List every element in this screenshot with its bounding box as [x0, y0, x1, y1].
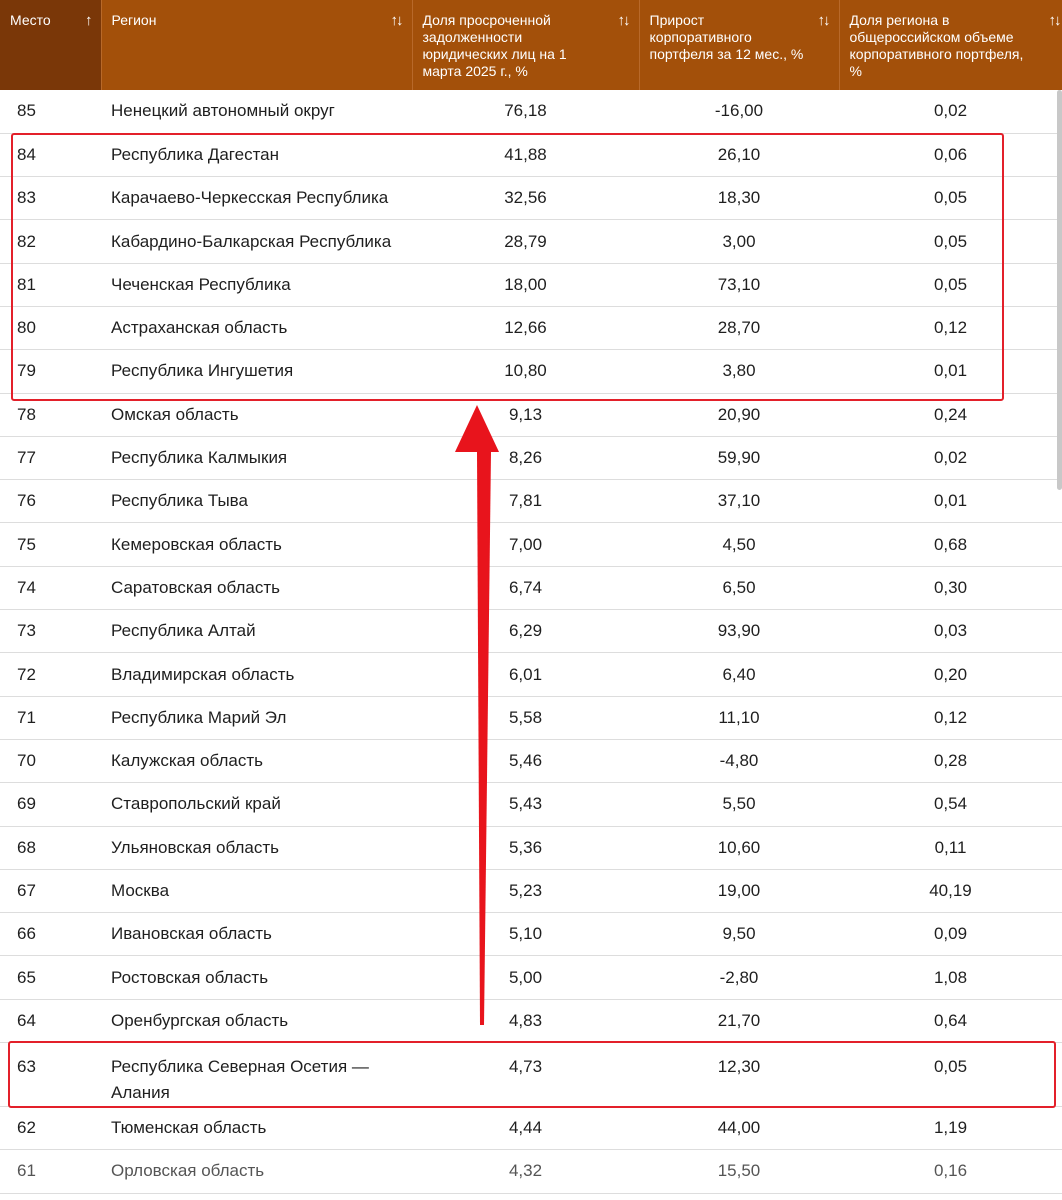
region-cell: Республика Северная Осетия — Алания — [101, 1043, 412, 1107]
share-cell: 0,64 — [839, 999, 1062, 1042]
rank-cell: 63 — [0, 1043, 101, 1107]
rank-cell: 64 — [0, 999, 101, 1042]
overdue-cell: 6,74 — [412, 566, 639, 609]
overdue-cell: 4,32 — [412, 1150, 639, 1193]
share-cell: 0,02 — [839, 436, 1062, 479]
overdue-cell: 6,29 — [412, 610, 639, 653]
share-cell: 0,12 — [839, 306, 1062, 349]
growth-cell: 3,00 — [639, 220, 839, 263]
share-cell: 0,30 — [839, 566, 1062, 609]
share-cell: 0,24 — [839, 393, 1062, 436]
growth-cell: 93,90 — [639, 610, 839, 653]
region-cell: Республика Дагестан — [101, 133, 412, 176]
share-cell: 0,01 — [839, 350, 1062, 393]
region-cell: Омская область — [101, 393, 412, 436]
rank-cell: 76 — [0, 480, 101, 523]
region-header-label: Регион — [111, 12, 157, 28]
growth-cell: 18,30 — [639, 177, 839, 220]
overdue-cell: 28,79 — [412, 220, 639, 263]
growth-cell: 11,10 — [639, 696, 839, 739]
region-cell: Республика Марий Эл — [101, 696, 412, 739]
growth-cell: 19,00 — [639, 869, 839, 912]
share-cell: 1,08 — [839, 956, 1062, 999]
rank-cell: 81 — [0, 263, 101, 306]
sort-icon[interactable]: ↑↓ — [617, 12, 629, 29]
rank-cell: 65 — [0, 956, 101, 999]
sort-icon[interactable]: ↑↓ — [1048, 12, 1060, 29]
share-cell: 0,01 — [839, 480, 1062, 523]
share-cell: 0,16 — [839, 1150, 1062, 1193]
growth-cell: 3,80 — [639, 350, 839, 393]
overdue-cell: 7,81 — [412, 480, 639, 523]
overdue-cell: 6,01 — [412, 653, 639, 696]
growth-cell: 59,90 — [639, 436, 839, 479]
rank-cell: 85 — [0, 90, 101, 133]
region-cell: Кабардино-Балкарская Республика — [101, 220, 412, 263]
rank-cell: 72 — [0, 653, 101, 696]
overdue-cell: 5,43 — [412, 783, 639, 826]
region-cell: Карачаево-Черкесская Республика — [101, 177, 412, 220]
overdue-cell: 41,88 — [412, 133, 639, 176]
rank-cell: 79 — [0, 350, 101, 393]
share-cell: 0,05 — [839, 220, 1062, 263]
overdue-cell: 10,80 — [412, 350, 639, 393]
region-cell: Астраханская область — [101, 306, 412, 349]
arrow-shaft — [477, 452, 491, 1025]
region-cell: Москва — [101, 869, 412, 912]
overdue-cell: 76,18 — [412, 90, 639, 133]
rank-cell: 78 — [0, 393, 101, 436]
share-cell: 0,28 — [839, 739, 1062, 782]
sort-asc-icon[interactable]: ↑ — [85, 12, 91, 29]
share-cell: 0,68 — [839, 523, 1062, 566]
overdue-cell: 8,26 — [412, 436, 639, 479]
rank-cell: 74 — [0, 566, 101, 609]
region-cell: Калужская область — [101, 739, 412, 782]
growth-cell: 28,70 — [639, 306, 839, 349]
region-cell: Чеченская Республика — [101, 263, 412, 306]
overdue-cell: 4,73 — [412, 1043, 639, 1107]
region-cell: Республика Тыва — [101, 480, 412, 523]
growth-cell: 5,50 — [639, 783, 839, 826]
rank-cell: 82 — [0, 220, 101, 263]
region-cell: Оренбургская область — [101, 999, 412, 1042]
overdue-cell: 5,36 — [412, 826, 639, 869]
overdue-header-label: Доля просроченной задолженности юридических лиц на 1 марта 2025 г., % — [422, 12, 567, 79]
rank-cell: 70 — [0, 739, 101, 782]
rank-cell: 77 — [0, 436, 101, 479]
growth-cell: -2,80 — [639, 956, 839, 999]
overdue-cell: 9,13 — [412, 393, 639, 436]
rank-cell: 66 — [0, 913, 101, 956]
rank-cell: 61 — [0, 1150, 101, 1193]
growth-cell: 20,90 — [639, 393, 839, 436]
rank-cell: 73 — [0, 610, 101, 653]
region-cell: Орловская область — [101, 1150, 412, 1193]
growth-cell: 37,10 — [639, 480, 839, 523]
region-cell: Владимирская область — [101, 653, 412, 696]
share-cell: 0,06 — [839, 133, 1062, 176]
growth-cell: 15,50 — [639, 1150, 839, 1193]
rank-cell: 83 — [0, 177, 101, 220]
share-cell: 0,05 — [839, 1043, 1062, 1107]
share-cell: 0,11 — [839, 826, 1062, 869]
share-cell: 0,05 — [839, 177, 1062, 220]
overdue-cell: 32,56 — [412, 177, 639, 220]
growth-cell: 12,30 — [639, 1043, 839, 1107]
overdue-cell: 5,46 — [412, 739, 639, 782]
region-cell: Республика Ингушетия — [101, 350, 412, 393]
rank-cell: 69 — [0, 783, 101, 826]
overdue-cell: 5,00 — [412, 956, 639, 999]
overdue-cell: 5,23 — [412, 869, 639, 912]
rank-cell: 75 — [0, 523, 101, 566]
region-cell: Ростовская область — [101, 956, 412, 999]
share-header-label: Доля региона в общероссийском объеме корпоративного портфеля, % — [849, 12, 1024, 79]
growth-cell: 4,50 — [639, 523, 839, 566]
rank-header-label: Место — [10, 12, 51, 28]
growth-cell: 44,00 — [639, 1107, 839, 1150]
growth-header-label: Прирост корпоративного портфеля за 12 мес., % — [649, 12, 804, 62]
growth-cell: 21,70 — [639, 999, 839, 1042]
rank-cell: 71 — [0, 696, 101, 739]
share-cell: 0,12 — [839, 696, 1062, 739]
region-cell: Ненецкий автономный округ — [101, 90, 412, 133]
overdue-cell: 5,10 — [412, 913, 639, 956]
growth-cell: 6,50 — [639, 566, 839, 609]
region-cell: Республика Алтай — [101, 610, 412, 653]
sort-icon[interactable]: ↑↓ — [817, 12, 829, 29]
overdue-cell: 5,58 — [412, 696, 639, 739]
region-cell: Ставропольский край — [101, 783, 412, 826]
sort-icon[interactable]: ↑↓ — [390, 12, 402, 29]
region-cell: Ивановская область — [101, 913, 412, 956]
share-cell: 40,19 — [839, 869, 1062, 912]
share-cell: 0,05 — [839, 263, 1062, 306]
region-cell: Республика Калмыкия — [101, 436, 412, 479]
growth-cell: 10,60 — [639, 826, 839, 869]
overdue-cell: 7,00 — [412, 523, 639, 566]
arrow-head — [455, 405, 499, 452]
rank-cell: 84 — [0, 133, 101, 176]
overdue-cell: 4,44 — [412, 1107, 639, 1150]
share-cell: 0,02 — [839, 90, 1062, 133]
share-cell: 0,54 — [839, 783, 1062, 826]
rank-cell: 68 — [0, 826, 101, 869]
rank-cell: 80 — [0, 306, 101, 349]
growth-cell: 9,50 — [639, 913, 839, 956]
growth-cell: 73,10 — [639, 263, 839, 306]
overdue-cell: 4,83 — [412, 999, 639, 1042]
region-cell: Кемеровская область — [101, 523, 412, 566]
share-cell: 0,09 — [839, 913, 1062, 956]
share-cell: 1,19 — [839, 1107, 1062, 1150]
region-cell: Саратовская область — [101, 566, 412, 609]
share-cell: 0,03 — [839, 610, 1062, 653]
growth-cell: -4,80 — [639, 739, 839, 782]
region-cell: Тюменская область — [101, 1107, 412, 1150]
rank-cell: 67 — [0, 869, 101, 912]
growth-cell: 6,40 — [639, 653, 839, 696]
growth-cell: 26,10 — [639, 133, 839, 176]
overdue-cell: 12,66 — [412, 306, 639, 349]
share-cell: 0,20 — [839, 653, 1062, 696]
rank-cell: 62 — [0, 1107, 101, 1150]
growth-cell: -16,00 — [639, 90, 839, 133]
region-cell: Ульяновская область — [101, 826, 412, 869]
overdue-cell: 18,00 — [412, 263, 639, 306]
